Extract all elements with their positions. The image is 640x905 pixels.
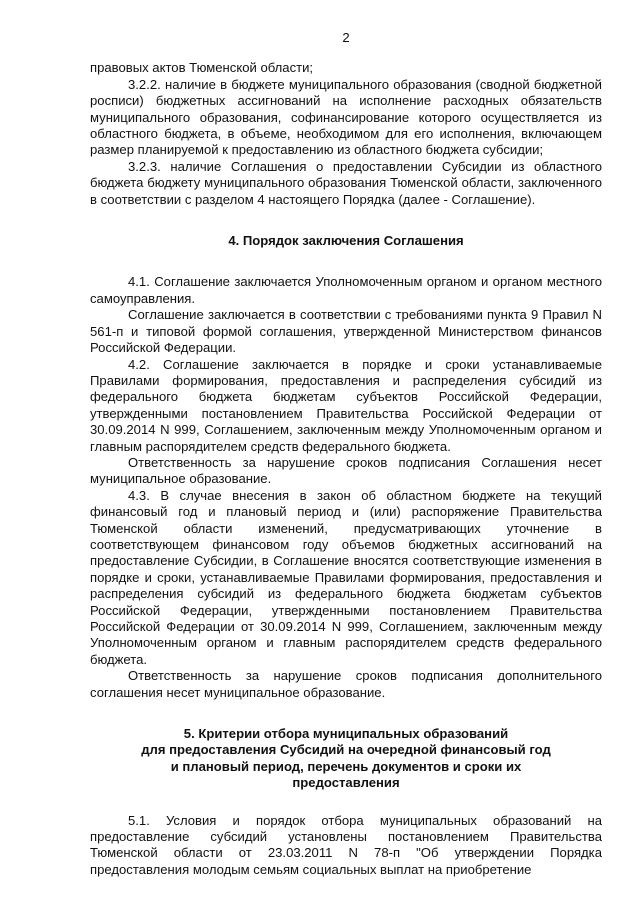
page-number: 2 bbox=[342, 30, 350, 45]
paragraph-3-2-3: 3.2.3. наличие Соглашения о предоставлении Субсидии из областного бюджета бюджету муниципального образования Тюменской области, заключенного в соответствии с разделом 4 настоящего Порядка (далее - Соглашение). bbox=[90, 158, 602, 207]
section-5-heading-line: предоставления bbox=[292, 775, 400, 791]
paragraph-4-3: 4.3. В случае внесения в закон об областном бюджете на текущий финансовый год и плановый период и (или) распоряжение Правительства Тюменской области изменений, предусматривающих уточнение в соответствующем финансовом году объемов бюджетных ассигнований на предоставление Субсидии, в Соглашение вносятся соответствующие изменения в порядке и сроки, устанавливаемые Правилами формирования, предоставления и распределения субсидий из федерального бюджета бюджетам субъектов Российской Федерации, утвержденными постановлением Правительства Российской Федерации от 30.09.2014 N 999, Соглашением, заключенным между Уполномоченным органом и главным распорядителем средств федерального бюджета. bbox=[90, 487, 602, 667]
paragraph-4-1-typical-form: Соглашение заключается в соответствии с требованиями пункта 9 Правил N 561-п и типовой формой соглашения, утвержденной Министерством финансов Российской Федерации. bbox=[90, 307, 602, 356]
paragraph-4-1: 4.1. Соглашение заключается Уполномоченным органом и органом местного самоуправления. bbox=[90, 274, 602, 306]
section-5-heading bbox=[90, 726, 602, 792]
paragraph-continuation: правовых актов Тюменской области; bbox=[90, 60, 314, 76]
paragraph-3-2-2: 3.2.2. наличие в бюджете муниципального образования (сводной бюджетной росписи) бюджетных ассигнований на исполнение расходных обязательств муниципального образования, софинансирование которого осуществляется из областного бюджета, в объеме, необходимом для его исполнения, включающем размер планируемой к предоставлению из областного бюджета субсидии; bbox=[90, 76, 602, 158]
section-5-heading-line: 5. Критерии отбора муниципальных образований bbox=[183, 726, 509, 742]
paragraph-4-2-responsibility: Ответственность за нарушение сроков подписания Соглашения несет муниципальное образование. bbox=[90, 454, 602, 487]
paragraph-5-1: 5.1. Условия и порядок отбора муниципальных образований на предоставление субсидий установлены постановлением Правительства Тюменской области от 23.03.2011 N 78-п "Об утверждении Порядка предоставления молодым семьям социальных выплат на приобретение bbox=[90, 812, 602, 877]
paragraph-4-3-responsibility: Ответственность за нарушение сроков подписания дополнительного соглашения несет муниципальное образование. bbox=[90, 668, 602, 700]
paragraph-4-2: 4.2. Соглашение заключается в порядке и сроки устанавливаемые Правилами формирования, предоставления и распределения субсидий из федерального бюджета бюджетам субъектов Российской Федерации, утвержденными постановлением Правительства Российской Федерации от 30.09.2014 N 999, Соглашением, заключенным между Уполномоченным органом и главным распорядителем средств федерального бюджета. bbox=[90, 356, 602, 454]
section-4-heading: 4. Порядок заключения Соглашения bbox=[228, 233, 464, 249]
section-5-heading-line: и плановый период, перечень документов и сроки их bbox=[170, 758, 522, 774]
section-5-heading-line: для предоставления Субсидий на очередной финансовый год bbox=[141, 742, 551, 758]
